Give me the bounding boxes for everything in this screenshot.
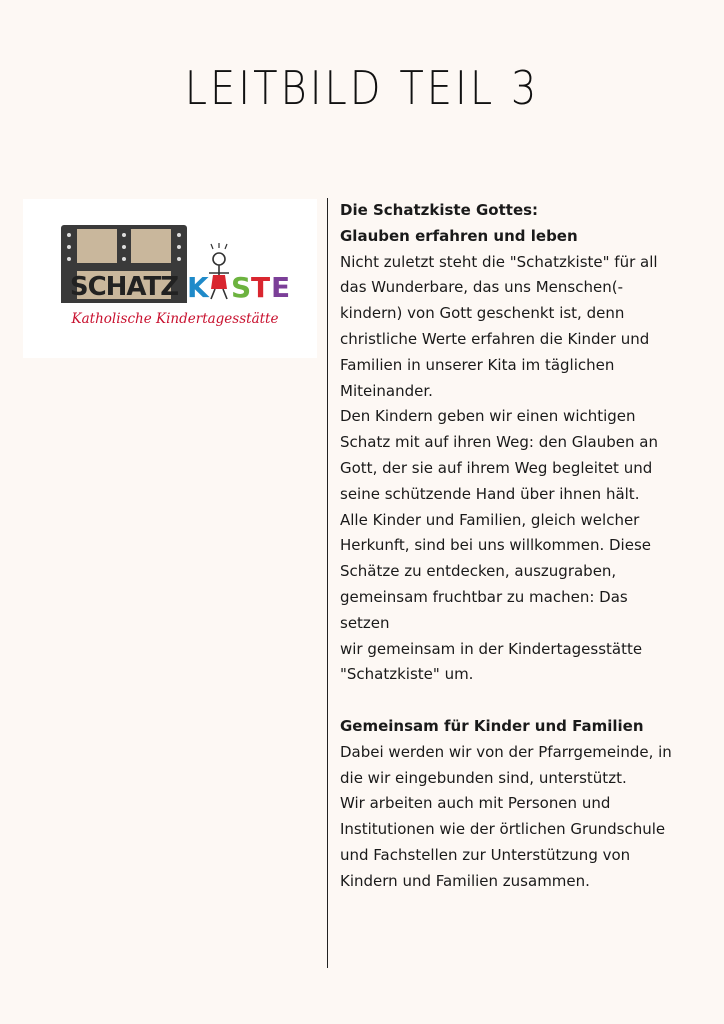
text-line: Miteinander. <box>340 381 433 400</box>
text-line: und Fachstellen zur Unterstützung von <box>340 845 631 864</box>
text-line: christliche Werte erfahren die Kinder und <box>340 329 650 348</box>
text-line: seine schützende Hand über ihnen hält. <box>340 484 640 503</box>
logo <box>23 199 317 358</box>
text-line: Familien in unserer Kita im täglichen <box>340 355 615 374</box>
section1-heading-2: Glauben erfahren und leben <box>340 226 578 245</box>
text-line: Wir arbeiten auch mit Personen und <box>340 794 611 813</box>
page-title: LEITBILD TEIL 3 <box>184 62 540 116</box>
text-line: Herkunft, sind bei uns willkommen. Diese <box>340 536 651 555</box>
text-line: "Schatzkiste" um. <box>340 665 474 684</box>
text-line: kindern) von Gott geschenkt ist, denn <box>340 304 625 323</box>
svg-text:K S T E: K S T E <box>187 271 291 304</box>
text-line: Institutionen wie der örtlichen Grundschule <box>340 820 666 839</box>
text-line: Alle Kinder und Familien, gleich welcher <box>340 510 640 529</box>
logo-tagline: Katholische Kindertagesstätte <box>71 311 279 327</box>
text-line: Gott, der sie auf ihrem Weg begleitet und <box>340 458 653 477</box>
paragraph-gap <box>340 688 680 714</box>
text-line: Kindern und Familien zusammen. <box>340 871 590 890</box>
text-column <box>340 198 680 895</box>
text-line: Den Kindern geben wir einen wichtigen <box>340 407 636 426</box>
section2-heading: Gemeinsam für Kinder und Familien <box>340 716 644 735</box>
treasure-chest-logo-icon <box>23 199 317 358</box>
text-line: Schätze zu entdecken, auszugraben, <box>340 562 617 581</box>
text-line: gemeinsam fruchtbar zu machen: Das setzen <box>340 587 628 632</box>
column-divider <box>327 198 328 968</box>
text-line: wir gemeinsam in der Kindertagesstätte <box>340 639 643 658</box>
text-line: das Wunderbare, das uns Menschen(- <box>340 278 623 297</box>
text-line: Dabei werden wir von der Pfarrgemeinde, in <box>340 742 672 761</box>
logo-word-left: SCHATZ <box>69 272 179 302</box>
text-line: die wir eingebunden sind, unterstützt. <box>340 768 627 787</box>
text-line: Nicht zuletzt steht die "Schatzkiste" für all <box>340 252 658 271</box>
section1-heading-1: Die Schatzkiste Gottes: <box>340 201 539 219</box>
text-line: Schatz mit auf ihren Weg: den Glauben an <box>340 433 658 452</box>
